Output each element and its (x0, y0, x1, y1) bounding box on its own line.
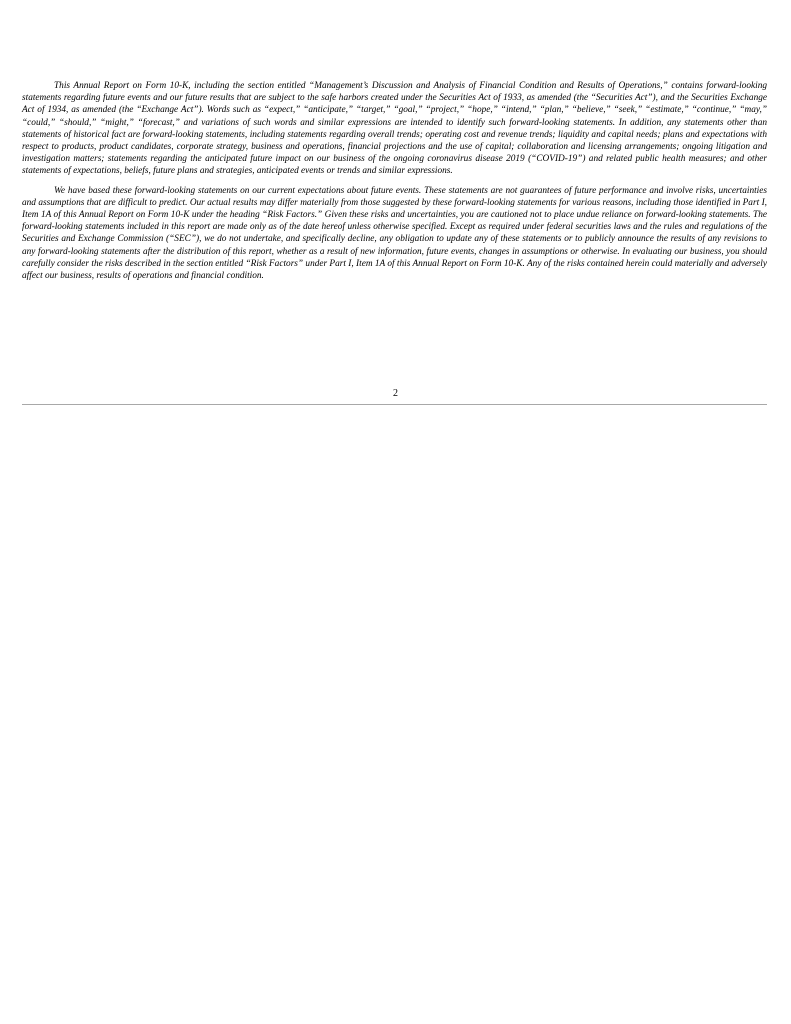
forward-looking-statements-paragraph: This Annual Report on Form 10-K, including the section entitled “Management’s Discussion and Analysis of Financial Condition and Results of Operations,” contains forward-looking statements regarding future events and our future results that are subject to the safe harbors created under the Securities Act of 1933, as amended (the “Securities Act”), and the Securities Exchange Act of 1934, as amended (the “Exchange Act”). Words such as “expect,” “anticipate,” “target,” “goal,” “project,” “hope,” “intend,” “plan,” “believe,” “seek,” “estimate,” “continue,” “may,” “could,” “should,” “might,” “forecast,” and variations of such words and similar expressions are intended to identify such forward-looking statements. In addition, any statements other than statements of historical fact are forward-looking statements, including statements regarding overall trends; operating cost and revenue trends; liquidity and capital needs; plans and expectations with respect to products, product candidates, corporate strategy, business and operations, financial projections and the use of capital; collaboration and licensing arrangements; ongoing litigation and investigation matters; statements regarding the anticipated future impact on our business of the ongoing coronavirus disease 2019 (“COVID-19”) and related public health measures; and other statements of expectations, beliefs, future plans and strategies, anticipated events or trends and similar expressions. (22, 81, 767, 177)
document-body (22, 80, 767, 289)
forward-looking-basis-paragraph: We have based these forward-looking statements on our current expectations about future events. These statements are not guarantees of future performance and involve risks, uncertainties and assumptions that are difficult to predict. Our actual results may differ materially from those suggested by these forward-looking statements for various reasons, including those identified in Part I, Item 1A of this Annual Report on Form 10-K under the heading “Risk Factors.” Given these risks and uncertainties, you are cautioned not to place undue reliance on forward-looking statements. The forward-looking statements included in this report are made only as of the date hereof unless otherwise specified. Except as required under federal securities laws and the rules and regulations of the Securities and Exchange Commission (“SEC”), we do not undertake, and specifically decline, any obligation to update any of these statements or to publicly announce the results of any revisions to any forward-looking statements after the distribution of this report, whether as a result of new information, future events, changes in assumptions or otherwise. In evaluating our business, you should carefully consider the risks described in the section entitled “Risk Factors” under Part I, Item 1A of this Annual Report on Form 10-K. Any of the risks contained herein could materially and adversely affect our business, results of operations and financial condition. (22, 185, 768, 282)
page-divider (22, 404, 767, 405)
page-number: 2 (393, 388, 398, 399)
